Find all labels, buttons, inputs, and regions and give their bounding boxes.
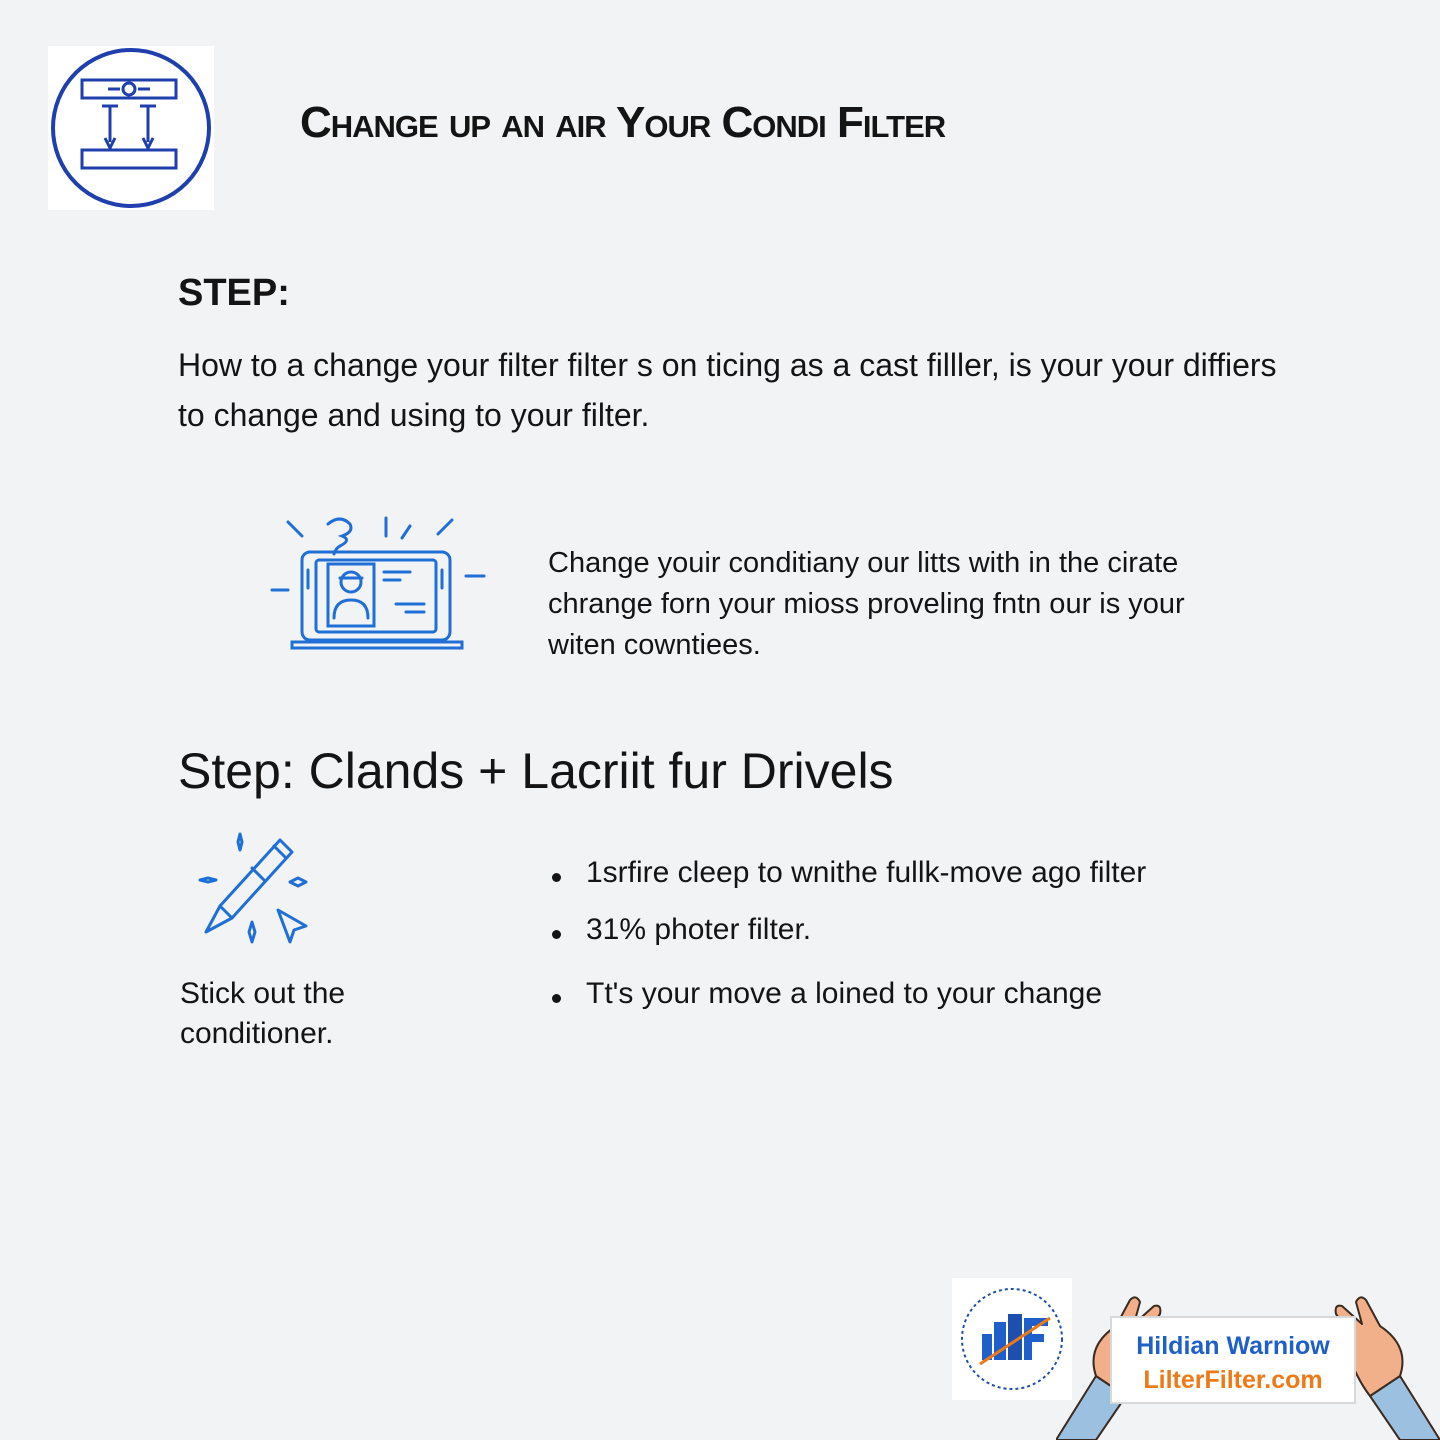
filter-frame-logo-icon xyxy=(48,46,214,210)
logo xyxy=(48,46,214,210)
bullet-dot xyxy=(552,873,561,882)
list-item xyxy=(548,913,811,947)
intro-paragraph: How to a change your filter filter s on ticing as a cast filller, is your your diffiers to change and using to your filter. xyxy=(178,347,1277,433)
bullet-dot xyxy=(552,930,561,939)
step-heading: STEP: xyxy=(178,272,290,314)
bullet-dot xyxy=(552,994,561,1003)
list-item xyxy=(548,977,1102,1011)
list-item-text: Tt's your move a loined to your change xyxy=(586,977,1103,1010)
brand-sign xyxy=(1110,1316,1356,1404)
list-item-text: 1srfire cleep to wnithe fullk-move ago filter xyxy=(586,856,1147,889)
brand-name: Hildian Warniow xyxy=(1136,1332,1330,1360)
brand-seal-icon xyxy=(952,1278,1072,1400)
list-item xyxy=(548,856,1146,890)
laptop-video-call-icon xyxy=(266,508,488,658)
magic-pen-icon xyxy=(192,830,324,956)
page-title: Change up an air Your Condi Filter xyxy=(300,98,946,147)
footer-badge xyxy=(952,1278,1440,1440)
section-heading: Step: Clands + Lacriit fur Drivels xyxy=(178,743,894,799)
brand-url: LilterFilter.com xyxy=(1143,1366,1323,1394)
wand-caption: Stick out the conditioner. xyxy=(180,977,346,1050)
feature-description: Change youir conditiany our litts with in the cirate chrange forn your mioss proveling fntn our is your witen cowntiees. xyxy=(548,547,1185,661)
list-item-text: 31% photer filter. xyxy=(586,913,812,946)
